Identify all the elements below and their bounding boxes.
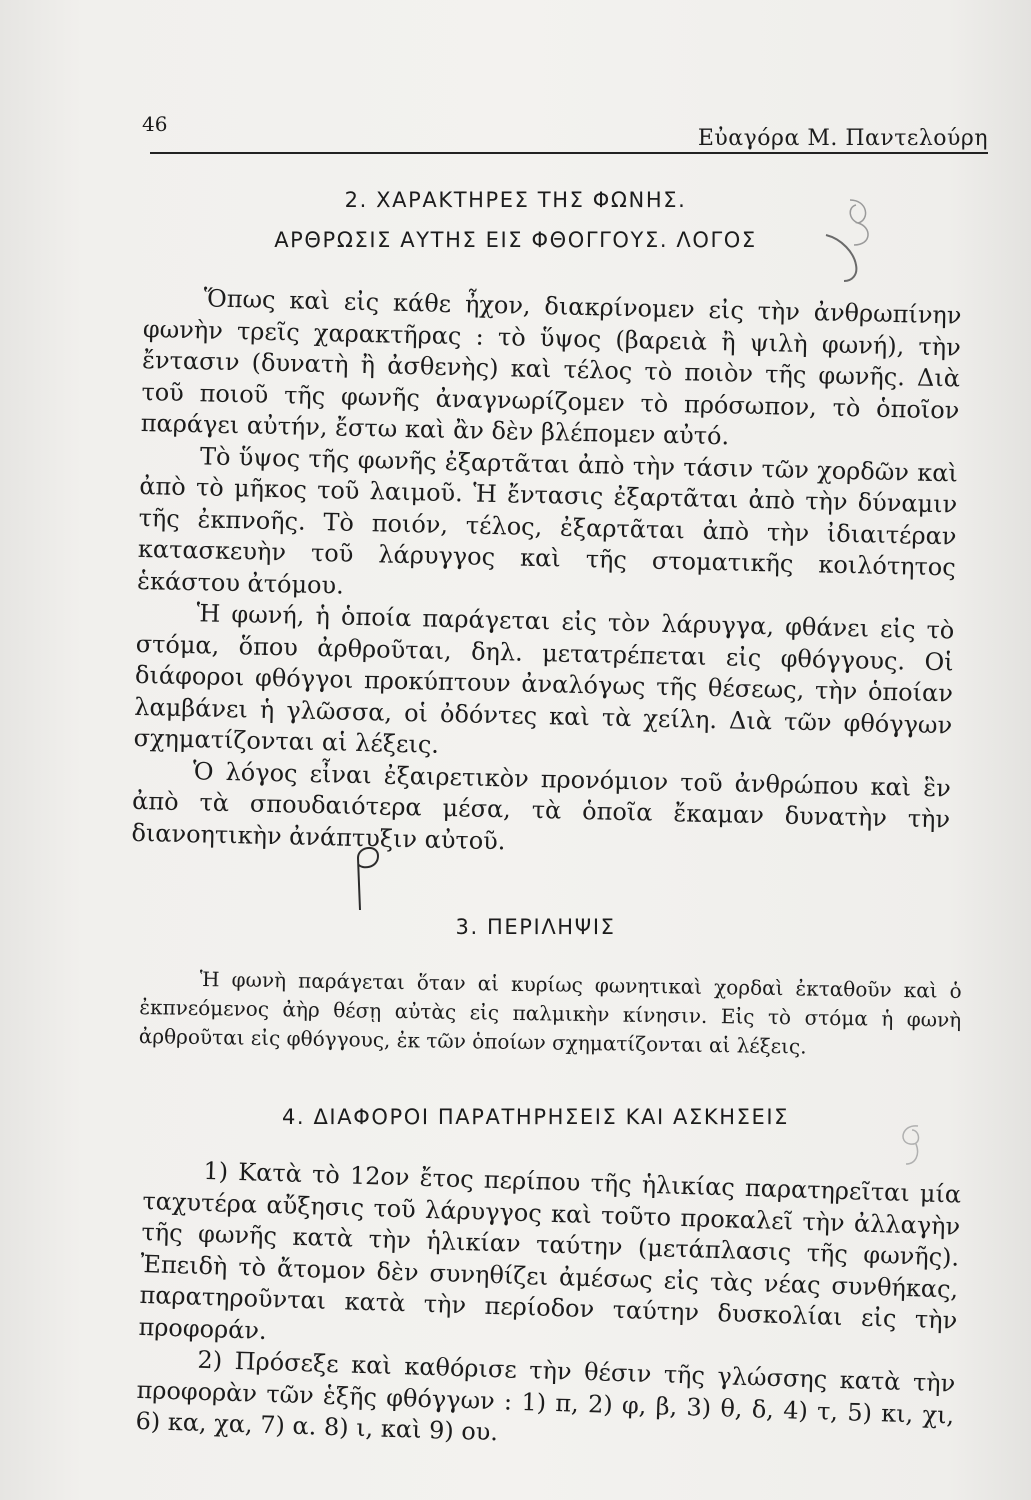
section-4-title: 4. ΔΙΑΦΟΡΟΙ ΠΑΡΑΤΗΡΗΣΕΙΣ ΚΑΙ ΑΣΚΗΣΕΙΣ bbox=[281, 1105, 790, 1129]
section-2-title-line-2: ΑΡΘΡΩΣΙΣ ΑΥΤΗΣ ΕΙΣ ΦΘΟΓΓΟΥΣ. ΛΟΓΟΣ bbox=[274, 228, 757, 252]
section-2-title-line-1: 2. ΧΑΡΑΚΤΗΡΕΣ ΤΗΣ ΦΩΝΗΣ. bbox=[344, 188, 687, 212]
running-head: Εὐαγόρα Μ. Παντελούρη bbox=[697, 126, 988, 151]
paragraph: Τὸ ὕψος τῆς φωνῆς ἐξαρτᾶται ἀπὸ τὴν τάσιν τῶν χορδῶν καὶ ἀπὸ τὸ μῆκος τοῦ λαιμοῦ. Ἡ ἔντασις ἐξαρτᾶται ἀπὸ τὴν δύναμιν τῆς ἐκπνοῆς. Τὸ ποιόν, τέλος, ἐξαρτᾶται ἀπὸ τὴν ἰδιαιτέραν κατασκευὴν τοῦ λάρυγγος καὶ τῆς στοματικῆς κοιλότητος ἑκάστου ἀτόμου. bbox=[136, 441, 959, 600]
exercise-item: 1) Κατὰ τὸ 12ον ἔτος περίπου τῆς ἡλικίας παρατηρεῖται μία ταχυτέρα αὔξησις τοῦ λάρυγγος καὶ τοῦτο προκαλεῖ τὴν ἀλλαγὴν τῆς φωνῆς κατὰ τὴν ἡλικίαν ταύτην (μετάπλασις τῆς φωνῆς). Ἐπειδὴ τὸ ἄτομον δὲν συνηθίζει ἀμέσως εἰς τὰς νέας συνθήκας, παρατηροῦνται κατὰ τὴν περίοδον ταύτην δυσκολίαι εἰς τὴν προφοράν. bbox=[138, 1156, 962, 1345]
paragraph: Ἡ φωνή, ἡ ὁποία παράγεται εἰς τὸν λάρυγγα, φθάνει εἰς τὸ στόμα, ὅπου ἀρθροῦται, δηλ. μετατρέπεται εἰς φθόγγους. Οἱ διάφοροι φθόγγοι προκύπτουν ἀναλόγως τῆς θέσεως, τὴν ὁποίαν λαμβάνει ἡ γλῶσσα, οἱ ὀδόντες καὶ τὰ χείλη. Διὰ τῶν φθόγγων σχηματίζονται αἱ λέξεις. bbox=[133, 599, 955, 759]
section-3-summary bbox=[139, 964, 962, 1064]
exercise-item: 2) Πρόσεξε καὶ καθόρισε τὴν θέσιν τῆς γλώσσης κατὰ τὴν προφορὰν τῶν ἑξῆς φθόγγων : 1) π, 2) φ, β, 3) θ, δ, 4) τ, 5) κι, χι, 6) κα, χα, 7) α. 8) ι, καὶ 9) ου. bbox=[135, 1345, 956, 1447]
page-number: 46 bbox=[142, 112, 168, 136]
section-3-title: 3. ΠΕΡΙΛΗΨΙΣ bbox=[455, 915, 616, 939]
page-header bbox=[142, 112, 988, 152]
header-rule bbox=[150, 152, 988, 154]
paragraph: Ὁ λόγος εἶναι ἐξαιρετικὸν προνόμιον τοῦ ἀνθρώπου καὶ ἓν ἀπὸ τὰ σπουδαιότερα μέσα, τὰ ὁποῖα ἔκαμαν δυνατὴν τὴν διανοητικὴν ἀνάπτυξιν αὐτοῦ. bbox=[131, 756, 952, 855]
paragraph: Ὅπως καὶ εἰς κάθε ἦχον, διακρίνομεν εἰς τὴν ἀνθρωπίνην φωνὴν τρεῖς χαρακτῆρας : τὸ ὕψος (βαρειὰ ἢ ψιλὴ φωνή), τὴν ἔντασιν (δυνατὴ ἢ ἀσθενὴς) καὶ τέλος τὸ ποιὸν τῆς φωνῆς. Διὰ τοῦ ποιοῦ τῆς φωνῆς ἀναγνωρίζομεν τὸ πρόσωπον, τὸ ὁποῖον παράγει αὐτήν, ἔστω καὶ ἂν δὲν βλέπομεν αὐτό. bbox=[140, 284, 962, 451]
summary-text: Ἡ φωνὴ παράγεται ὅταν αἱ κυρίως φωνητικαὶ χορδαὶ ἐκταθοῦν καὶ ὁ ἐκπνεόμενος ἀὴρ θέσῃ αὐτὰς εἰς παλμικὴν κίνησιν. Εἰς τὸ στόμα ἡ φωνὴ ἀρθροῦται εἰς φθόγγους, ἐκ τῶν ὁποίων σχηματίζονται αἱ λέξεις. bbox=[138, 966, 962, 1059]
section-2-body bbox=[131, 282, 962, 867]
section-4-body bbox=[135, 1154, 962, 1463]
